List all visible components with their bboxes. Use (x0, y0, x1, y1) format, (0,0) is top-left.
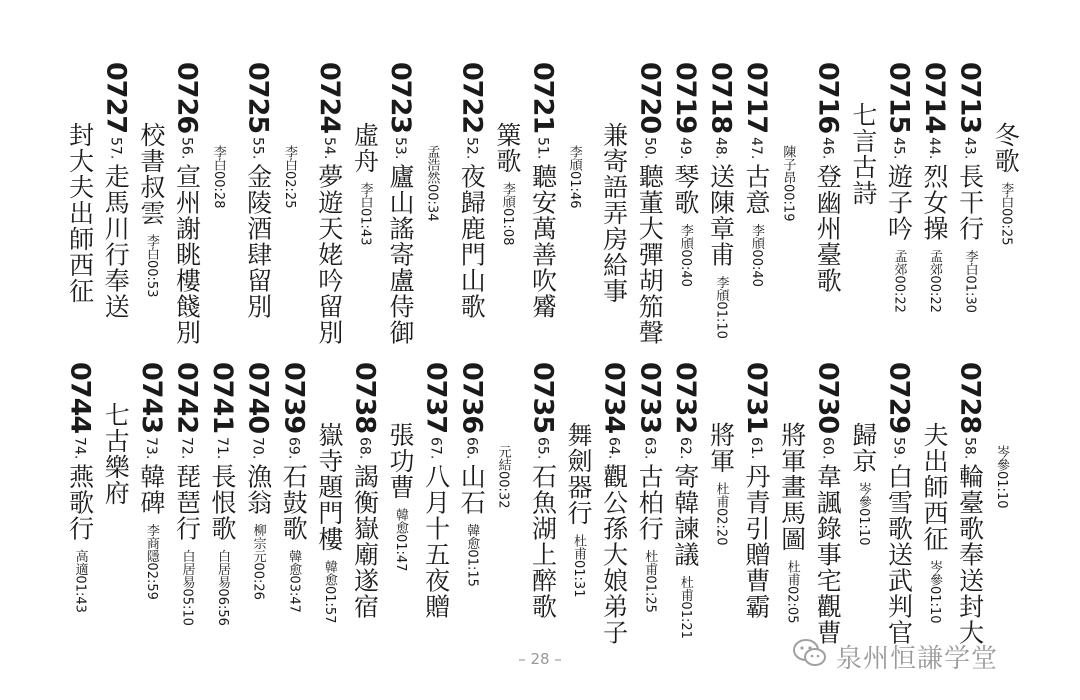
poet-name: 韓愈 (286, 549, 302, 576)
catalog-entry-0731 (741, 362, 773, 620)
poem-title: 韋諷錄事宅觀曹 (813, 463, 843, 646)
catalog-line (350, 62, 380, 246)
duration: 02:59 (143, 562, 159, 600)
entry-index: 46. (819, 137, 836, 160)
catalog-entry-0732 (669, 362, 701, 639)
catalog-entry-0741 (207, 362, 239, 626)
catalog-entry-0730 (812, 362, 844, 646)
poet-name: 孟郊 (891, 249, 907, 276)
page-number: – 28 – (518, 650, 562, 668)
entry-number: 0734 (598, 362, 630, 434)
catalog-line (422, 62, 442, 221)
poem-title: 古意 (742, 163, 772, 216)
entry-number: 0727 (100, 62, 132, 134)
poem-title: 登幽州臺歌 (813, 163, 843, 294)
catalog-entry-0717 (741, 62, 773, 287)
poem-title: 舞劍器行 (564, 422, 594, 526)
catalog-entry-0737 (420, 362, 452, 620)
poet-name: 杜甫 (713, 482, 729, 508)
poem-title: 嶽寺題門樓 (314, 422, 344, 552)
catalog-entry-0719 (669, 62, 701, 287)
catalog-line (65, 62, 95, 304)
entry-number: 0738 (349, 362, 381, 434)
catalog-line (920, 362, 950, 624)
entry-number: 0728 (954, 362, 986, 434)
catalog-entry-0721 (527, 62, 559, 320)
entry-index: 62. (676, 437, 693, 460)
entry-number: 0732 (669, 362, 701, 434)
entry-index: 67. (427, 437, 444, 460)
duration: 01:46 (566, 171, 582, 209)
catalog-line (991, 62, 1021, 246)
poet-name: 李白 (282, 145, 297, 171)
entry-number: 0720 (634, 62, 666, 134)
poet-name: 李頎 (566, 145, 582, 171)
poem-title: 夜歸鹿門山歌 (457, 163, 487, 320)
catalog-entry-0727 (100, 62, 132, 320)
poem-title: 謁衡嶽廟遂宿 (350, 463, 380, 620)
duration: 01:30 (962, 275, 978, 313)
entry-number: 0719 (669, 62, 701, 134)
poem-title: 漁翁 (243, 463, 273, 516)
entry-number: 0735 (527, 362, 559, 434)
catalog-line (850, 62, 876, 206)
poem-title: 韓碑 (136, 463, 166, 516)
catalog-entry-0735 (527, 362, 559, 620)
duration: 00:40 (677, 249, 693, 287)
poem-title: 將軍 (706, 422, 736, 474)
duration: 00:26 (250, 562, 266, 600)
poem-title: 石鼓歌 (279, 463, 309, 542)
poem-title: 輪臺歌奉送封大 (955, 463, 985, 646)
catalog-entry-0728 (954, 362, 986, 646)
catalog-line (706, 362, 736, 546)
entry-index: 72. (178, 437, 195, 460)
entry-number: 0737 (420, 362, 452, 434)
catalog-line (778, 62, 798, 221)
poem-title: 虛舟 (350, 122, 380, 174)
entry-index: 73. (142, 437, 159, 460)
catalog-line (564, 362, 594, 598)
entry-number: 0722 (456, 62, 488, 134)
poem-title: 冬歌 (991, 122, 1021, 174)
catalog-entry-0744 (64, 362, 96, 613)
entry-number: 0740 (242, 362, 274, 434)
duration: 01:31 (571, 560, 587, 598)
poet-name: 陳子昂 (780, 145, 796, 184)
poem-title: 丹青引贈曹霸 (742, 463, 772, 620)
duration: 02:05 (784, 586, 800, 624)
poem-title: 寄韓諫議 (670, 463, 700, 568)
entry-index: 57. (107, 137, 124, 160)
poet-name: 岑參 (927, 560, 943, 586)
duration: 00:19 (780, 184, 796, 222)
entry-index: 49. (676, 137, 693, 160)
duration: 00:53 (143, 260, 159, 298)
duration: 01:43 (72, 575, 88, 613)
catalog-entry-0724 (313, 62, 345, 346)
entry-number: 0744 (64, 362, 96, 434)
poet-name: 柳宗元 (250, 523, 266, 563)
catalog-line (494, 362, 514, 508)
poem-title: 觀公孫大娘弟子 (599, 463, 629, 646)
poet-name: 韓愈 (464, 523, 480, 550)
poet-name: 李白 (210, 145, 226, 171)
poem-title: 燕歌行 (65, 463, 95, 542)
entry-index: 52. (463, 137, 480, 160)
entry-index: 45. (890, 137, 907, 160)
poem-title: 歸京 (848, 422, 878, 474)
duration: 00:28 (210, 171, 226, 209)
poem-title: 篥歌 (492, 122, 522, 174)
duration: 01:10 (927, 586, 943, 624)
catalog-line (565, 62, 585, 208)
catalog-entry-0734 (598, 362, 630, 646)
poet-name: 韓愈 (393, 508, 409, 534)
entry-index: 74. (71, 437, 88, 460)
catalog-entry-0718 (705, 62, 737, 339)
duration: 00:34 (424, 184, 440, 222)
catalog-entry-0733 (634, 362, 666, 613)
poem-title: 長恨歌 (208, 463, 238, 542)
entry-index: 44. (926, 137, 943, 160)
poem-title: 送陳章甫 (706, 163, 736, 268)
entry-number: 0724 (313, 62, 345, 134)
poem-title: 石魚湖上醉歌 (528, 463, 558, 620)
poem-title: 烈女操 (920, 163, 950, 242)
entry-number: 0730 (812, 362, 844, 434)
catalog-entry-0736 (456, 362, 488, 587)
catalog-line (777, 362, 807, 624)
entry-index: 47. (748, 137, 765, 160)
poet-name: 李白 (962, 249, 978, 276)
entry-number: 0743 (135, 362, 167, 434)
entry-number: 0731 (741, 362, 773, 434)
poet-name: 杜甫 (642, 549, 658, 576)
duration: 01:10 (994, 471, 1009, 509)
catalog-entry-0716 (812, 62, 844, 294)
entry-number: 0715 (883, 62, 915, 134)
catalog-entry-0729 (883, 362, 915, 646)
catalog-entry-0742 (171, 362, 203, 626)
entry-index: 69. (285, 437, 302, 460)
poem-title: 七言古詩 (848, 102, 878, 206)
poet-name: 李頎 (749, 223, 765, 250)
catalog-line (101, 362, 131, 506)
poet-name: 李頎 (677, 223, 693, 250)
entry-number: 0725 (242, 62, 274, 134)
entry-number: 0718 (705, 62, 737, 134)
duration: 06:56 (215, 588, 231, 626)
poem-title: 山石 (457, 463, 487, 516)
catalog-entry-0739 (278, 362, 310, 613)
duration: 01:47 (393, 534, 409, 572)
poet-name: 高適 (72, 549, 88, 576)
poet-name: 杜甫 (784, 560, 800, 586)
poem-title: 琴歌 (670, 163, 700, 216)
poet-name: 岑參 (994, 445, 1009, 471)
poem-title: 校書叔雲 (136, 122, 166, 226)
duration: 00:22 (891, 275, 907, 313)
wechat-icon (792, 636, 828, 670)
entry-index: 66. (463, 437, 480, 460)
entry-index: 71. (214, 437, 231, 460)
watermark-text: 泉州恒謙学堂 (836, 644, 999, 674)
entry-index: 59. (890, 437, 907, 460)
catalog-line (494, 62, 520, 245)
poet-name: 李頎 (713, 275, 729, 302)
poem-title: 夫出師西征 (920, 422, 950, 552)
duration: 01:08 (499, 208, 515, 246)
entry-index: 50. (641, 137, 658, 160)
catalog-entry-0726 (171, 62, 203, 346)
catalog-line (599, 62, 629, 304)
poem-title: 琵琶行 (172, 463, 202, 542)
poet-name: 孟郊 (927, 249, 943, 276)
duration: 00:40 (749, 249, 765, 287)
poem-title: 封大夫出師西征 (65, 122, 95, 304)
duration: 01:15 (464, 549, 480, 587)
duration: 01:10 (855, 508, 871, 546)
poem-title: 張功曹 (386, 422, 416, 500)
duration: 02:25 (282, 171, 297, 209)
catalog-entry-0740 (242, 362, 274, 600)
entry-index: 48. (712, 137, 729, 160)
poem-title: 長干行 (955, 163, 985, 242)
entry-number: 0714 (919, 62, 951, 134)
duration: 01:25 (642, 575, 658, 613)
catalog-entry-0715 (883, 62, 915, 313)
poet-name: 李白 (143, 234, 159, 260)
catalog-line (209, 62, 229, 208)
catalog-entry-0722 (456, 62, 488, 320)
entry-index: 61. (748, 437, 765, 460)
poet-name: 孟浩然 (424, 145, 440, 184)
poet-name: 杜甫 (677, 575, 693, 602)
entry-number: 0742 (171, 362, 203, 434)
entry-number: 0729 (883, 362, 915, 434)
duration: 01:21 (677, 601, 693, 639)
entry-index: 60. (819, 437, 836, 460)
duration: 05:10 (179, 588, 195, 626)
poem-title: 兼寄語弄房給事 (599, 122, 629, 304)
catalog-line (316, 362, 342, 623)
entry-index: 51. (534, 137, 551, 160)
poet-name: 李商隱 (143, 523, 159, 563)
poet-name: 李白 (357, 182, 373, 208)
catalog-line (138, 62, 164, 297)
entry-index: 55. (249, 137, 266, 160)
entry-index: 70. (249, 437, 266, 460)
poet-name: 岑參 (855, 482, 871, 508)
catalog-line (386, 362, 416, 572)
entry-index: 54. (320, 137, 337, 160)
entry-index: 58. (961, 437, 978, 460)
catalog-line (992, 362, 1012, 508)
duration: 02:20 (713, 508, 729, 546)
entry-number: 0721 (527, 62, 559, 134)
entry-index: 43. (961, 137, 978, 160)
catalog-entry-0714 (919, 62, 951, 313)
duration: 01:43 (357, 208, 373, 246)
poem-title: 遊子吟 (884, 163, 914, 242)
catalog-entry-0713 (954, 62, 986, 313)
poet-name: 杜甫 (571, 534, 587, 560)
entry-number: 0726 (171, 62, 203, 134)
entry-index: 65. (534, 437, 551, 460)
poet-name: 韓愈 (321, 560, 337, 586)
entry-number: 0713 (954, 62, 986, 134)
catalog-line (850, 362, 876, 545)
poem-title: 將軍畫馬圖 (777, 422, 807, 552)
duration: 00:22 (927, 275, 943, 313)
poem-title: 聽董大彈胡笳聲 (635, 163, 665, 346)
entry-number: 0739 (278, 362, 310, 434)
catalog-entry-0720 (634, 62, 666, 346)
entry-number: 0736 (456, 362, 488, 434)
duration: 01:57 (321, 586, 337, 624)
entry-number: 0733 (634, 362, 666, 434)
entry-index: 64. (605, 437, 622, 460)
catalog-entry-0725 (242, 62, 274, 320)
poet-name: 李頎 (499, 182, 515, 208)
poet-name: 白居易 (215, 549, 231, 589)
entry-index: 56. (178, 137, 195, 160)
catalog-line (280, 62, 300, 208)
poem-title: 七古樂府 (101, 402, 131, 506)
catalog-entry-0738 (349, 362, 381, 620)
catalog-entry-0743 (135, 362, 167, 600)
duration: 00:32 (495, 471, 511, 509)
poem-title: 聽安萬善吹觱 (528, 163, 558, 320)
poem-title: 白雪歌送武判官 (884, 463, 914, 646)
entry-number: 0741 (207, 362, 239, 434)
poem-title: 八月十五夜贈 (421, 463, 451, 620)
poem-title: 宣州謝眺樓餞別 (172, 163, 202, 346)
poet-name: 元結 (495, 445, 511, 471)
entry-number: 0717 (741, 62, 773, 134)
poem-title: 金陵酒肆留別 (243, 163, 273, 320)
poem-title: 走馬川行奉送 (101, 163, 131, 320)
entry-index: 68. (356, 437, 373, 460)
entry-index: 63. (641, 437, 658, 460)
duration: 03:47 (286, 575, 302, 613)
duration: 00:25 (998, 208, 1014, 246)
duration: 01:10 (713, 301, 729, 339)
poem-title: 夢遊天姥吟留別 (314, 163, 344, 346)
poem-title: 古柏行 (635, 463, 665, 542)
catalog-entry-0723 (385, 62, 417, 346)
entry-number: 0723 (385, 62, 417, 134)
poet-name: 白居易 (179, 549, 195, 589)
poem-title: 廬山謠寄盧侍御 (386, 163, 416, 346)
entry-index: 53. (392, 137, 409, 160)
entry-number: 0716 (812, 62, 844, 134)
poet-name: 李白 (998, 182, 1014, 208)
